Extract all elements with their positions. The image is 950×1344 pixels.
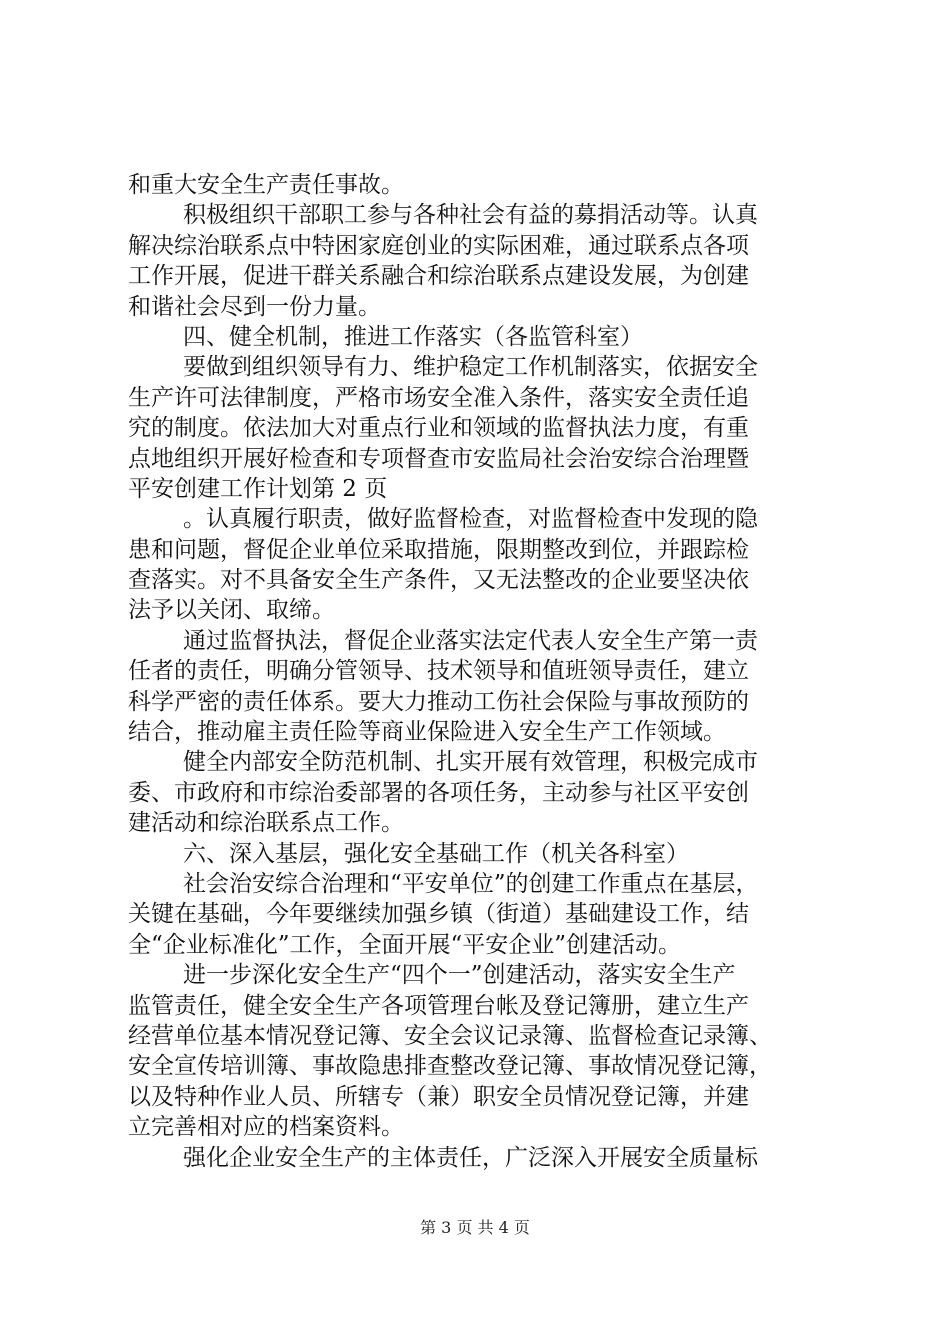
text-line: 工作开展，促进干群关系融合和综治联系点建设发展，为创建 <box>128 263 749 290</box>
text-line: 究的制度。依法加大对重点行业和领域的监督执法力度，有重 <box>128 415 749 442</box>
text-line: 进一步深化安全生产“四个一”创建活动，落实安全生产 <box>183 962 736 989</box>
text-line: 和重大安全生产责任事故。 <box>128 172 404 198</box>
text-line: 平安创建工作计划第 2 页 <box>128 475 388 502</box>
text-line: 建活动和综治联系点工作。 <box>128 810 404 837</box>
document-body <box>128 170 828 1173</box>
text-line: 积极组织干部职工参与各种社会有益的募捐活动等。认真 <box>183 202 758 229</box>
text-line: 。认真履行职责，做好监督检查，对监督检查中发现的隐 <box>183 506 758 533</box>
text-line: 患和问题，督促企业单位采取措施，限期整改到位，并跟踪检 <box>128 536 749 563</box>
text-line: 要做到组织领导有力、维护稳定工作机制落实，依据安全 <box>183 354 758 381</box>
text-line: 通过监督执法，督促企业落实法定代表人安全生产第一责 <box>183 627 758 654</box>
text-line: 和谐社会尽到一份力量。 <box>128 293 381 320</box>
text-line: 四、健全机制，推进工作落实（各监管科室） <box>183 323 643 350</box>
text-line: 全“企业标准化”工作，全面开展“平安企业”创建活动。 <box>128 931 682 958</box>
text-line: 委、市政府和市综治委部署的各项任务，主动参与社区平安创 <box>128 779 749 806</box>
text-line: 法予以关闭、取缔。 <box>128 597 335 624</box>
text-line: 查落实。对不具备安全生产条件，又无法整改的企业要坚决依 <box>128 567 749 594</box>
text-line: 健全内部安全防范机制、扎实开展有效管理，积极完成市 <box>183 749 758 776</box>
text-line: 科学严密的责任体系。要大力推动工伤社会保险与事故预防的 <box>128 688 749 715</box>
text-line: 生产许可法律制度，严格市场安全准入条件，落实安全责任追 <box>128 384 749 411</box>
text-line: 社会治安综合治理和“平安单位”的创建工作重点在基层， <box>183 870 759 897</box>
text-line: 结合，推动雇主责任险等商业保险进入安全生产工作领域。 <box>128 719 726 746</box>
text-line: 立完善相对应的档案资料。 <box>128 1114 404 1141</box>
text-line: 监管责任，健全安全生产各项管理台帐及登记簿册，建立生产 <box>128 992 749 1019</box>
text-line: 解决综治联系点中特困家庭创业的实际困难，通过联系点各项 <box>128 232 749 259</box>
page-footer: 第 3 页 共 4 页 <box>420 1218 530 1237</box>
text-line: 安全宣传培训簿、事故隐患排查整改登记簿、事故情况登记簿， <box>128 1053 772 1080</box>
text-line: 点地组织开展好检查和专项督查市安监局社会治安综合治理暨 <box>128 445 749 472</box>
text-line: 任者的责任，明确分管领导、技术领导和值班领导责任，建立 <box>128 658 749 685</box>
text-line: 关键在基础，今年要继续加强乡镇（街道）基础建设工作，结 <box>128 901 749 928</box>
text-line: 以及特种作业人员、所辖专（兼）职安全员情况登记簿，并建 <box>128 1083 749 1110</box>
text-line: 强化企业安全生产的主体责任，广泛深入开展安全质量标 <box>183 1144 758 1171</box>
text-line: 六、深入基层，强化安全基础工作（机关各科室） <box>183 840 689 867</box>
text-line: 经营单位基本情况登记簿、安全会议记录簿、监督检查记录簿、 <box>128 1022 772 1049</box>
